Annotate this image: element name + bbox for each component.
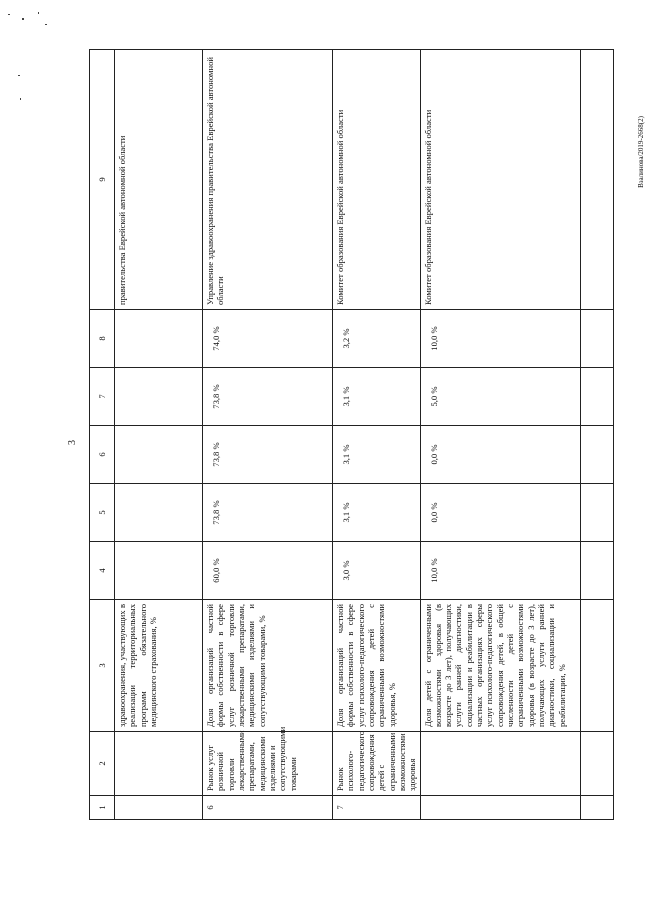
header-cell: 8 bbox=[90, 310, 115, 368]
header-cell: 5 bbox=[90, 484, 115, 542]
value-cell: 60,0 % bbox=[203, 542, 333, 600]
row-number bbox=[115, 796, 203, 820]
table-row bbox=[580, 50, 613, 820]
value-cell: 74,0 % bbox=[203, 310, 333, 368]
empty-cell bbox=[580, 50, 613, 310]
table-row bbox=[115, 50, 203, 820]
value-cell bbox=[115, 484, 203, 542]
row-number bbox=[420, 796, 580, 820]
header-cell: 1 bbox=[90, 796, 115, 820]
table-row bbox=[203, 50, 333, 820]
row-number: 7 bbox=[333, 796, 421, 820]
table-row bbox=[333, 50, 421, 820]
page-number: 3 bbox=[67, 440, 78, 445]
value-cell: 73,8 % bbox=[203, 368, 333, 426]
market-name bbox=[420, 732, 580, 796]
header-cell: 6 bbox=[90, 426, 115, 484]
executor-cell: Управление здравоохранения правительства Еврейской автономной области bbox=[203, 50, 333, 310]
empty-cell bbox=[580, 542, 613, 600]
value-cell bbox=[115, 542, 203, 600]
value-cell: 3,2 % bbox=[333, 310, 421, 368]
header-cell: 9 bbox=[90, 50, 115, 310]
value-cell: 3,1 % bbox=[333, 426, 421, 484]
value-cell: 3,1 % bbox=[333, 368, 421, 426]
scan-speck bbox=[38, 12, 39, 14]
empty-cell bbox=[580, 310, 613, 368]
value-cell bbox=[115, 310, 203, 368]
executor-cell: правительства Еврейской автономной области bbox=[115, 50, 203, 310]
scan-speck bbox=[18, 75, 20, 76]
scan-speck bbox=[22, 18, 24, 20]
value-cell bbox=[115, 426, 203, 484]
market-name: Рынок психолого-педагогического сопровождения детей с ограниченными возможностями здоровья bbox=[333, 732, 421, 796]
value-cell: 73,8 % bbox=[203, 426, 333, 484]
value-cell: 0,0 % bbox=[420, 426, 580, 484]
value-cell: 10,0 % bbox=[420, 542, 580, 600]
value-cell: 10,0 % bbox=[420, 310, 580, 368]
executor-cell: Комитет образования Еврейской автономной области bbox=[333, 50, 421, 310]
header-cell: 3 bbox=[90, 600, 115, 732]
market-name bbox=[115, 732, 203, 796]
value-cell: 3,0 % bbox=[333, 542, 421, 600]
indicator-text: Доля организаций частной формы собственности в сфере услуг розничной торговли лекарственными препаратами, медицинскими изделиями и сопутствующими товарами, % bbox=[203, 600, 333, 732]
empty-cell bbox=[580, 732, 613, 796]
indicator-text: Доля организаций частной формы собственности в сфере услуг психолого-педагогического сопровождения детей с ограниченными возможностями здоровья, % bbox=[333, 600, 421, 732]
indicator-text: здравоохранения, участвующих в реализации территориальных программ обязательного медицинского страхования, % bbox=[115, 600, 203, 732]
executor-cell: Комитет образования Еврейской автономной области bbox=[420, 50, 580, 310]
table-row bbox=[420, 50, 580, 820]
indicator-table bbox=[89, 49, 614, 820]
indicator-text: Доля детей с ограниченными возможностями здоровья (в возрасте до 3 лет), получающих услуги ранней диагностики, социализации и реабилитации в частных организациях сферы услуг психолого-педагогического сопровождения детей, в общей численности детей с ограниченными возможностями здоровья (в возрасте до 3 лет), получающих услуги ранней диагностики, социализации и реабилитации, % bbox=[420, 600, 580, 732]
value-cell bbox=[115, 368, 203, 426]
scan-speck bbox=[45, 24, 47, 25]
empty-cell bbox=[580, 600, 613, 732]
rotated-table-sheet bbox=[89, 50, 598, 820]
empty-cell bbox=[580, 796, 613, 820]
header-cell: 4 bbox=[90, 542, 115, 600]
value-cell: 5,0 % bbox=[420, 368, 580, 426]
header-cell: 7 bbox=[90, 368, 115, 426]
market-name: Рынок услуг розничной торговли лекарственными препаратами, медицинскими изделиями и сопутствующими товарами bbox=[203, 732, 333, 796]
value-cell: 3,1 % bbox=[333, 484, 421, 542]
document-footer: Взалинова/2019-2668(2) bbox=[636, 116, 645, 188]
header-row bbox=[90, 50, 115, 820]
value-cell: 0,0 % bbox=[420, 484, 580, 542]
scan-speck bbox=[8, 14, 10, 15]
value-cell: 73,8 % bbox=[203, 484, 333, 542]
empty-cell bbox=[580, 368, 613, 426]
empty-cell bbox=[580, 484, 613, 542]
scan-speck bbox=[20, 98, 21, 100]
row-number: 6 bbox=[203, 796, 333, 820]
empty-cell bbox=[580, 426, 613, 484]
header-cell: 2 bbox=[90, 732, 115, 796]
